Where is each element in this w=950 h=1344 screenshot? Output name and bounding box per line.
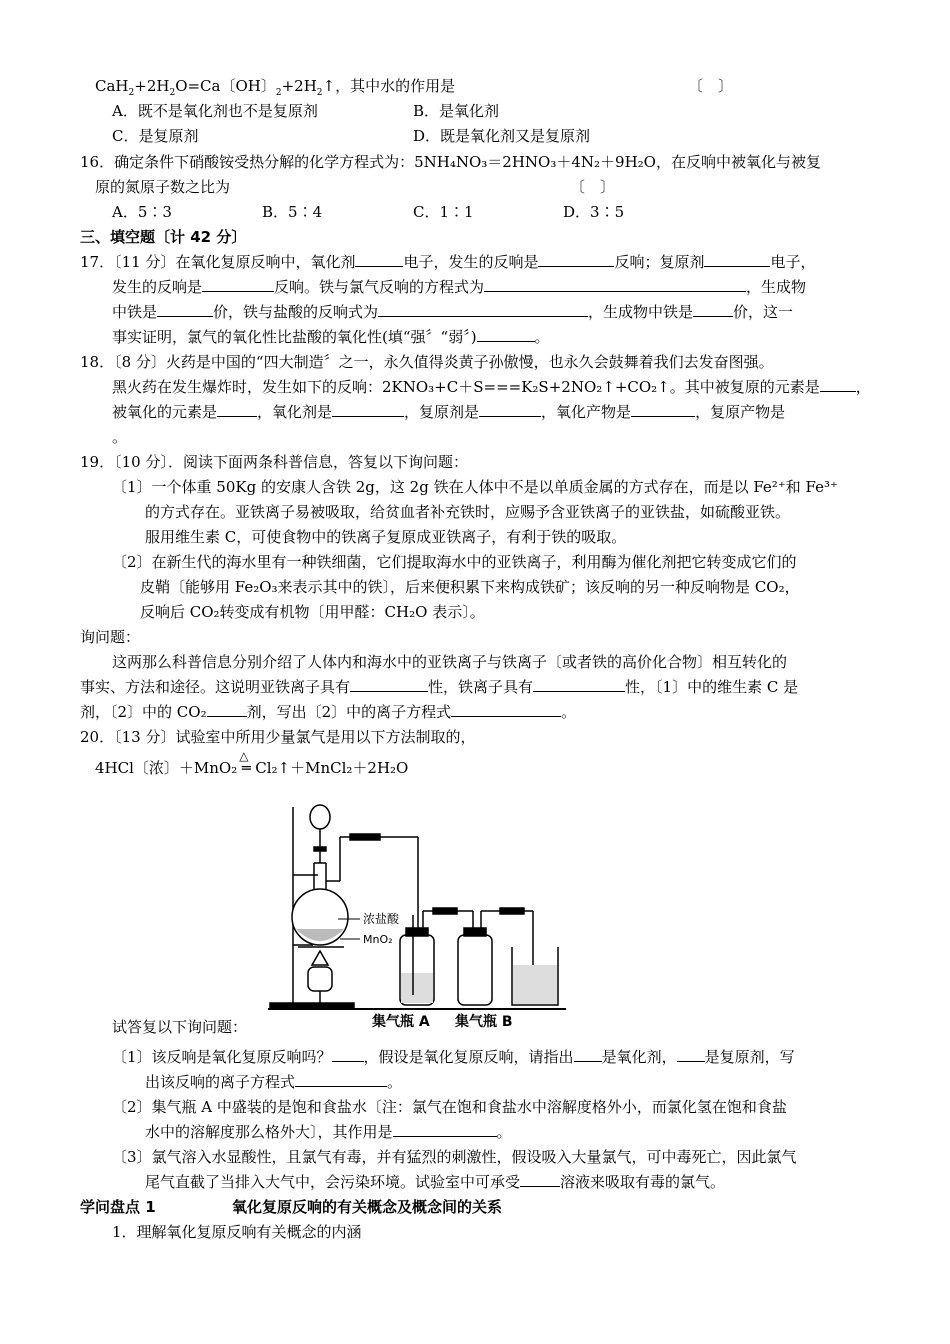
q20-answer-prompt: 试答复以下询问题： <box>112 1018 248 1036</box>
q19-info2-line1: 〔2〕在新生代的海水里有一种铁细菌，它们提取海水中的亚铁离子，利用酶为催化剂把它转变成它们的 <box>112 553 797 571</box>
q16-option-a: A．5∶3 <box>112 203 172 221</box>
q20-sub3-line1: 〔3〕氯气溶入水显酸性，且氯气有毒，并有猛烈的刺激性，假设吸入大量氯气，可中毒死亡，因此氯气 <box>112 1148 797 1166</box>
heat-arrow-equals: △ ═ <box>239 749 251 777</box>
answer-blank[interactable] <box>332 1047 364 1062</box>
bottle-a-label: 集气瓶 A <box>372 1014 430 1030</box>
q20-sub1-line1: 〔1〕该反响是氧化复原反响吗？ ，假设是氧化复原反响，请指出 是氧化剂， 是复原剂，写 <box>112 1048 795 1066</box>
q18-line4: 。 <box>112 428 128 446</box>
q20-equation: 4HCl〔浓〕＋MnO₂ △ ═ Cl₂↑＋MnCl₂＋2H₂O <box>95 749 409 777</box>
answer-blank[interactable] <box>479 402 541 417</box>
answer-blank[interactable] <box>207 702 247 717</box>
answer-blank[interactable] <box>157 302 213 317</box>
answer-blank[interactable] <box>202 277 274 292</box>
summary-item-1: 1．理解氧化复原反响有关概念的内涵 <box>112 1223 362 1241</box>
answer-blank[interactable] <box>520 1172 560 1187</box>
answer-blank[interactable] <box>355 252 403 267</box>
q19-text-line2: 事实、方法和途径。这说明亚铁离子具有 性，铁离子具有 性，〔1〕中的维生素 C 是 <box>80 678 799 696</box>
q15-option-b: B．是氧化剂 <box>413 102 500 120</box>
q19-info1-line1: 〔1〕一个体重 50Kg 的安康人含铁 2g，这 2g 铁在人体中不是以单质金属的方式存在，而是以 Fe²⁺和 Fe³⁺ <box>112 478 838 496</box>
q18-line1: 18．〔8 分〕火药是中国的“四大制造〞之一，永久值得炎黄子孙傲慢，也永久会鼓舞着我们去发奋图强。 <box>80 353 774 371</box>
answer-blank[interactable] <box>477 327 535 342</box>
summary-title-label: 学问盘点 1 <box>80 1198 156 1216</box>
answer-blank[interactable] <box>332 402 404 417</box>
q18-line2: 黑火药在发生爆炸时，发生如下的反响：2KNO₃+C＋S===K₂S+2NO₂↑+CO₂↑。其中被复原的元素是 ， <box>112 378 871 396</box>
q19-info1-line2: 的方式存在。亚铁离子易被吸取，给贫血者补充铁时，应赐予含亚铁离子的亚铁盐，如硫酸亚铁。 <box>145 503 791 521</box>
q19-text-line3: 剂，〔2〕中的 CO₂ 剂，写出〔2〕中的离子方程式 。 <box>80 703 577 721</box>
q19-text-line1: 这两那么科普信息分别介绍了人体内和海水中的亚铁离子与铁离子〔或者铁的高价化合物〕相互转化的 <box>112 653 788 671</box>
section-3-title: 三、填空题〔计 42 分〕 <box>80 228 247 246</box>
summary-title-topic: 氧化复原反响的有关概念及概念间的关系 <box>232 1198 503 1216</box>
q15-equation: $CaH_2+2H_2O=Ca$〔OH〕$_2+2H_2↑$，其中水的作用是 <box>95 77 456 98</box>
answer-blank[interactable] <box>484 277 746 292</box>
bottle-b-label: 集气瓶 B <box>455 1014 513 1030</box>
answer-blank[interactable] <box>350 677 428 692</box>
q17-line3: 中铁是 价，铁与盐酸的反响式为 ，生成物中铁是 价，这一 <box>112 303 794 321</box>
q16-stem-line1: 16．确定条件下硝酸铵受热分解的化学方程式为：5NH₄NO₃＝2HNO₃＋4N₂＋9H₂O，在反响中被氧化与被复 <box>80 153 821 171</box>
q16-stem-line2: 原的氮原子数之比为 <box>95 178 231 196</box>
chlorine-apparatus-diagram <box>268 795 568 1035</box>
answer-blank[interactable] <box>295 1072 387 1087</box>
answer-blank[interactable] <box>704 252 770 267</box>
q19-info1-line3: 服用维生素 C，可使食物中的铁离子复原成亚铁离子，有利于铁的吸取。 <box>145 528 627 546</box>
answer-blank[interactable] <box>451 702 561 717</box>
label-conc-hcl: 浓盐酸 <box>363 912 400 926</box>
q15-answer-bracket: 〔 〕 <box>688 77 734 95</box>
q16-answer-bracket: 〔 〕 <box>570 178 616 196</box>
label-mno2: MnO₂ <box>363 933 393 946</box>
q16-option-c: C．1∶1 <box>413 203 474 221</box>
q20-line1: 20．〔13 分〕试验室中所用少量氯气是用以下方法制取的， <box>80 728 476 746</box>
q20-sub1-line2: 出该反响的离子方程式 。 <box>145 1073 403 1091</box>
q19-line1: 19．〔10 分〕．阅读下面两条科普信息，答复以下询问题： <box>80 453 468 471</box>
q16-option-d: D．3∶5 <box>563 203 625 221</box>
answer-blank[interactable] <box>393 1122 497 1137</box>
q19-ask-label: 询问题： <box>80 628 141 646</box>
q20-sub3-line2: 尾气直截了当排入大气中，会污染环境。试验室中可承受 溶液来吸取有毒的氯气。 <box>145 1173 726 1191</box>
answer-blank[interactable] <box>693 302 733 317</box>
q19-info2-line3: 反响后 CO₂转变成有机物〔用甲醛：CH₂O 表示〕。 <box>140 603 485 621</box>
q19-info2-line2: 皮鞘〔能够用 Fe₂O₃来表示其中的铁〕，后来便积累下来构成铁矿；该反响的另一种反响物是 CO₂， <box>140 578 800 596</box>
q20-sub2-line1: 〔2〕集气瓶 A 中盛装的是饱和食盐水〔注：氯气在饱和食盐水中溶解度格外小，而氯化氢在饱和食盐 <box>112 1098 787 1116</box>
q17-line2: 发生的反响是 反响。铁与氯气反响的方程式为 ，生成物 <box>112 278 807 296</box>
q17-line4: 事实证明，氯气的氧化性比盐酸的氧化性(填“强〞“弱〞) 。 <box>112 328 550 346</box>
answer-blank[interactable] <box>820 377 856 392</box>
answer-blank[interactable] <box>631 402 695 417</box>
q15-option-c: C．是复原剂 <box>112 127 199 145</box>
q17-line1: 17．〔11 分〕在氧化复原反响中，氧化剂 电子，发生的反响是 反响；复原剂 电子， <box>80 253 816 271</box>
q18-line3: 被氧化的元素是 ，氧化剂是 ，复原剂是 ，氧化产物是 ，复原产物是 <box>112 403 786 421</box>
q15-option-d: D．既是氧化剂又是复原剂 <box>413 127 591 145</box>
q16-option-b: B．5∶4 <box>262 203 323 221</box>
answer-blank[interactable] <box>533 677 625 692</box>
answer-blank[interactable] <box>217 402 257 417</box>
answer-blank[interactable] <box>574 1047 602 1062</box>
answer-blank[interactable] <box>378 302 588 317</box>
answer-blank[interactable] <box>677 1047 705 1062</box>
q20-sub2-line2: 水中的溶解度那么格外大〕，其作用是 。 <box>145 1123 512 1141</box>
q15-option-a: A．既不是氧化剂也不是复原剂 <box>112 102 318 120</box>
answer-blank[interactable] <box>538 252 614 267</box>
